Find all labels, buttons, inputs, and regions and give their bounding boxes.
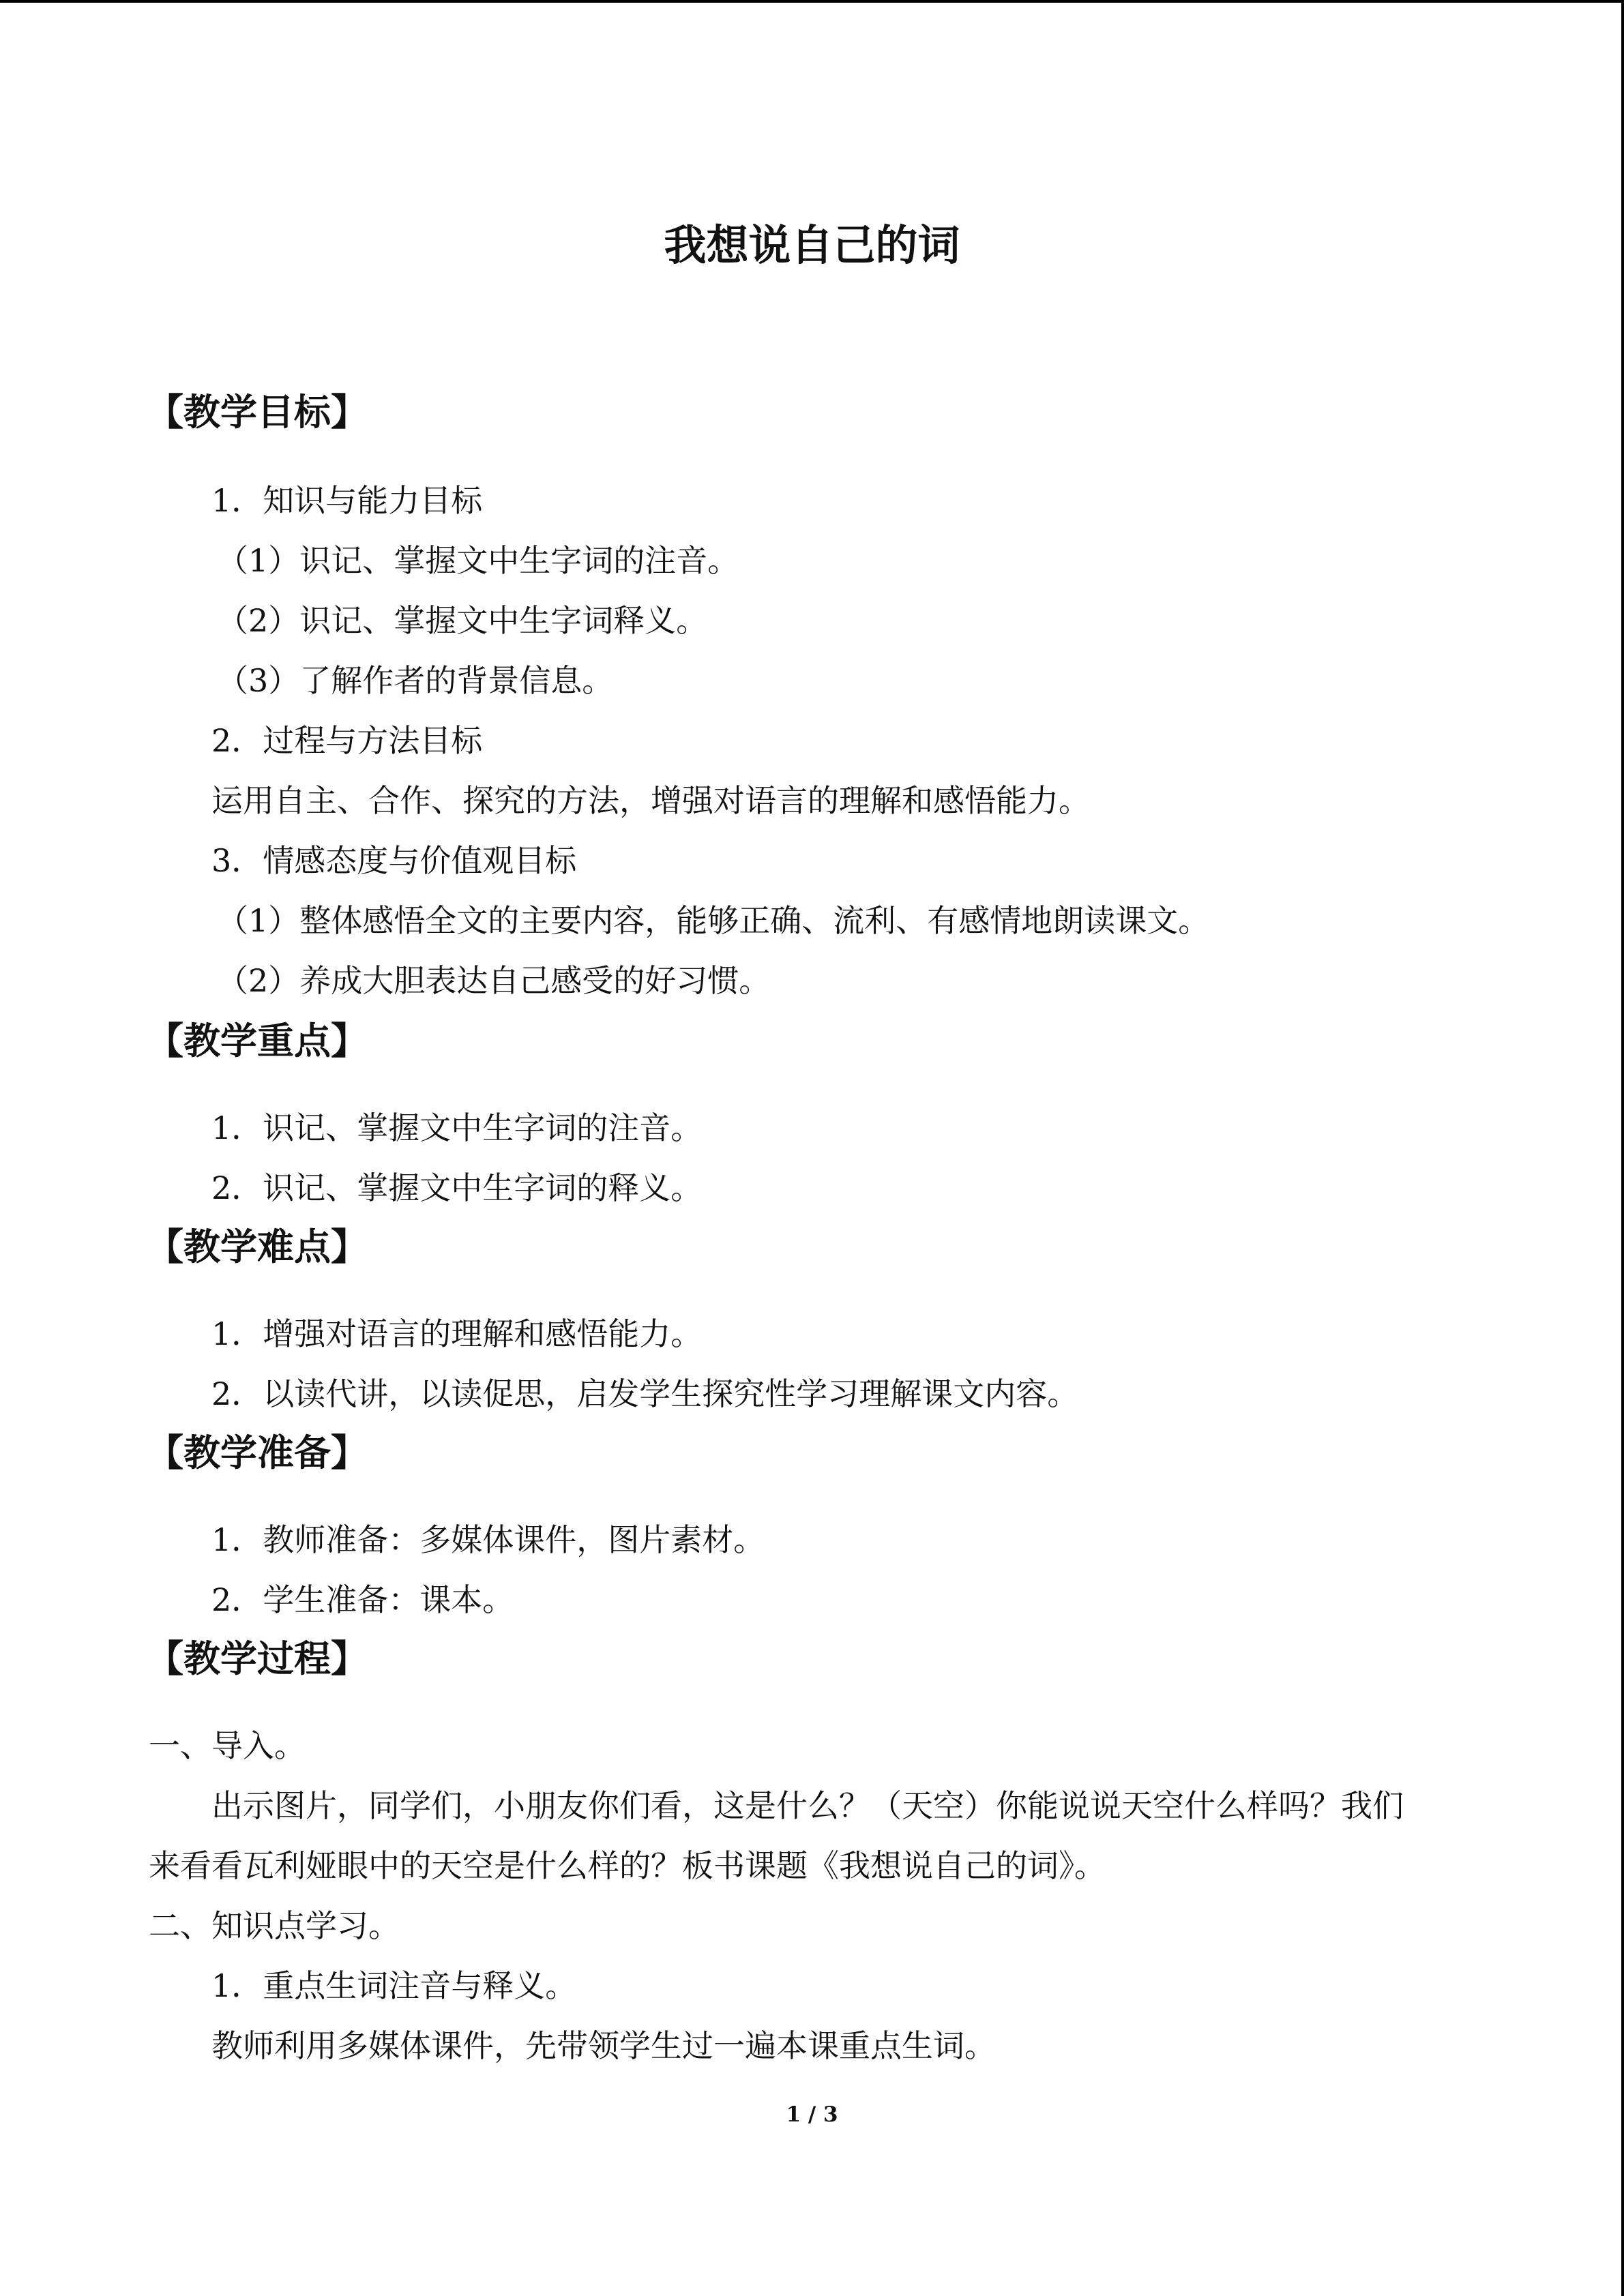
process-part-title: 一、导入。 [149, 1727, 306, 1764]
objective-item: （3）了解作者的背景信息。 [217, 662, 614, 699]
objective-item: 2．过程与方法目标 [211, 722, 483, 759]
difficulty-item: 2．以读代讲，以读促思，启发学生探究性学习理解课文内容。 [211, 1375, 1079, 1412]
process-item: 1．重点生词注音与释义。 [211, 1967, 577, 2004]
preparation-item: 1．教师准备：多媒体课件，图片素材。 [211, 1521, 765, 1558]
section-heading-objectives: 【教学目标】 [147, 390, 368, 434]
page-title: 我想说自己的词 [664, 220, 960, 270]
page-right-border [1621, 0, 1624, 2296]
process-paragraph-line: 来看看瓦利娅眼中的天空是什么样的？板书课题《我想说自己的词》。 [149, 1847, 1106, 1884]
section-heading-preparation: 【教学准备】 [147, 1431, 368, 1474]
objective-item: 1．知识与能力目标 [211, 482, 483, 519]
objective-item: （2）识记、掌握文中生字词释义。 [217, 602, 708, 639]
key-point-item: 1．识记、掌握文中生字词的注音。 [211, 1109, 703, 1146]
preparation-item: 2．学生准备：课本。 [211, 1581, 514, 1618]
objective-item: 运用自主、合作、探究的方法，增强对语言的理解和感悟能力。 [211, 782, 1090, 819]
objective-item: （1）整体感悟全文的主要内容，能够正确、流利、有感情地朗读课文。 [217, 902, 1210, 939]
section-heading-key-points: 【教学重点】 [147, 1019, 368, 1062]
process-part-title: 二、知识点学习。 [149, 1907, 400, 1944]
objective-item: 3．情感态度与价值观目标 [211, 842, 577, 879]
difficulty-item: 1．增强对语言的理解和感悟能力。 [211, 1315, 703, 1352]
page-top-border [0, 0, 1624, 3]
process-paragraph-line: 教师利用多媒体课件，先带领学生过一遍本课重点生词。 [211, 2027, 996, 2064]
process-paragraph-line: 出示图片，同学们，小朋友你们看，这是什么？（天空）你能说说天空什么样吗？我们 [211, 1787, 1404, 1824]
key-point-item: 2．识记、掌握文中生字词的释义。 [211, 1169, 703, 1206]
section-heading-difficulties: 【教学难点】 [147, 1225, 368, 1268]
page-number: 1 / 3 [786, 2102, 838, 2127]
objective-item: （2）养成大胆表达自己感受的好习惯。 [217, 962, 771, 999]
section-heading-process: 【教学过程】 [147, 1637, 368, 1680]
objective-item: （1）识记、掌握文中生字词的注音。 [217, 542, 739, 579]
